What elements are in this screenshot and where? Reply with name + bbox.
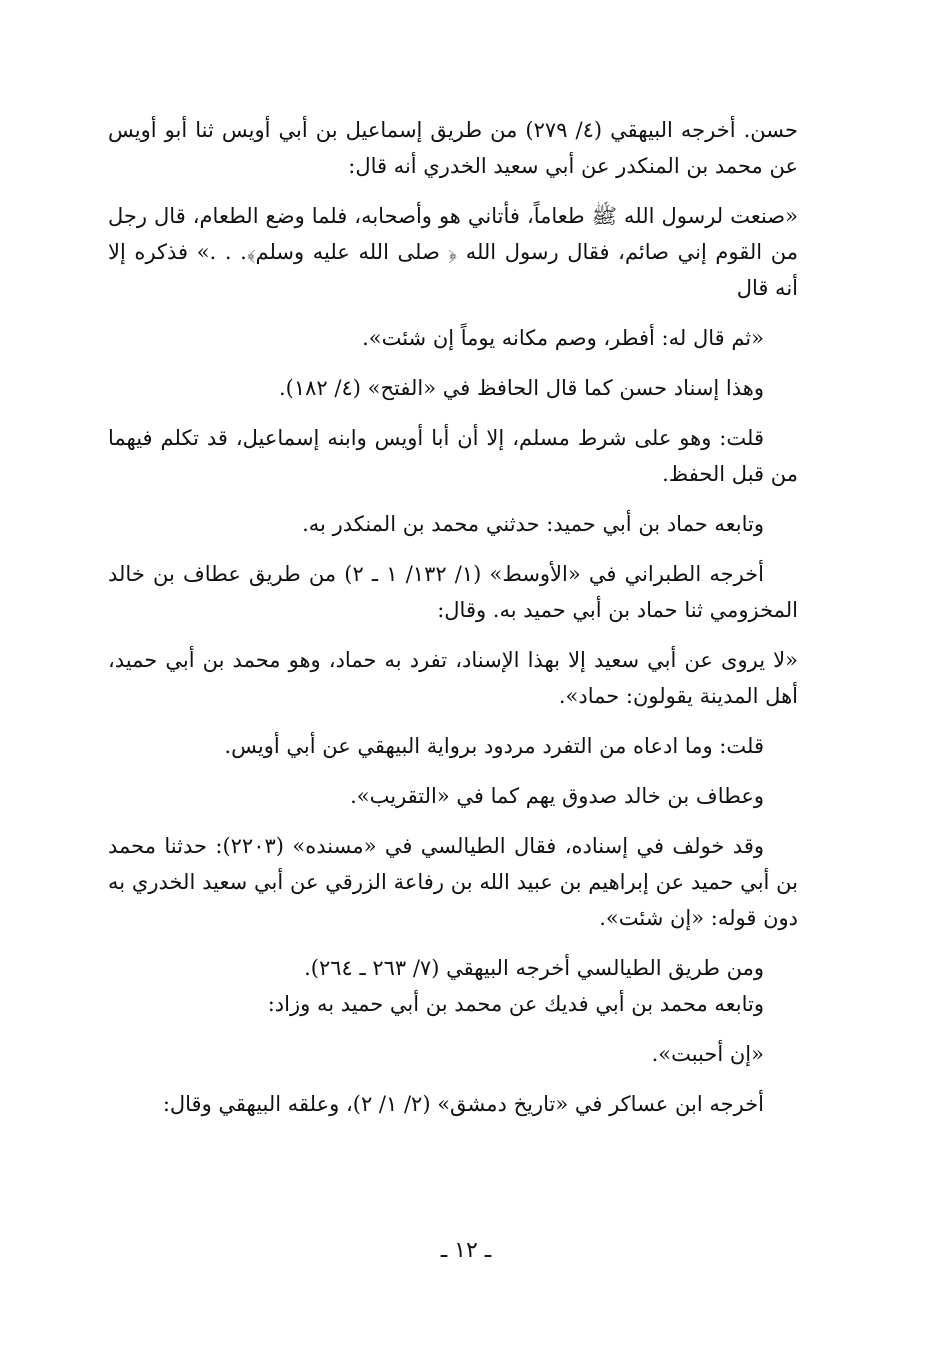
paragraph-hammad-follow: وتابعه حماد بن أبي حميد: حدثني محمد بن المنكدر به. [302,512,764,536]
paragraph-quote-iftar: «ثم قال له: أفطر، وصم مكانه يوماً إن شئت». [362,326,764,350]
page-body [108,112,798,1136]
paragraph-note-tafarrud: قلت: وما ادعاه من التفرد مردود برواية البيهقي عن أبي أويس. [224,734,764,758]
paragraph-tayalisi: وقد خولف في إسناده، فقال الطيالسي في «مسنده» (٢٢٠٣): حدثنا محمد بن أبي حميد عن إبراهيم بن عبيد الله بن رفاعة الزرقي عن أبي سعيد الخدري به دون قوله: «إن شئت». [108,834,798,930]
paragraph-note-muslim: قلت: وهو على شرط مسلم، إلا أن أبا أويس وابنه إسماعيل، قد تكلم فيهما من قبل الحفظ. [108,426,798,486]
paragraph-quote-ahbabt: «إن أحببت». [651,1042,764,1066]
paragraph-hadith-text: «صنعت لرسول الله ﷺ طعاماً، فأتاني هو وأصحابه، فلما وضع الطعام، قال رجل من القوم إني صائم، فقال رسول الله ﴿ صلى الله عليه وسلم﴾. . .» فذكره إلا أنه قال [108,204,798,300]
paragraph-ibn-abi-fudayk: وتابعه محمد بن أبي فديك عن محمد بن أبي حميد به وزاد: [267,992,764,1016]
paragraph-isnad-grade: وهذا إسناد حسن كما قال الحافظ في «الفتح» (٤/ ١٨٢). [278,376,764,400]
paragraph-hadith-source: حسن. أخرجه البيهقي (٤/ ٢٧٩) من طريق إسماعيل بن أبي أويس ثنا أبو أويس عن محمد بن المنكدر عن أبي سعيد الخدري أنه قال: [108,118,798,178]
paragraph-ibn-asakir: أخرجه ابن عساكر في «تاريخ دمشق» (٢/ ١/ ٢)، وعلقه البيهقي وقال: [162,1092,764,1116]
paragraph-tabarani: أخرجه الطبراني في «الأوسط» (١/ ١٣٢/ ١ ـ ٢) من طريق عطاف بن خالد المخزومي ثنا حماد بن أبي حميد به. وقال: [108,562,798,622]
paragraph-tabarani-quote: «لا يروى عن أبي سعيد إلا بهذا الإسناد، تفرد به حماد، وهو محمد بن أبي حميد، أهل المدينة يقولون: حماد». [108,648,798,708]
paragraph-attaf: وعطاف بن خالد صدوق يهم كما في «التقريب». [350,784,764,808]
page-number: ـ ١٢ ـ [440,1238,492,1263]
paragraph-bayhaqi-tayalisi: ومن طريق الطيالسي أخرجه البيهقي (٧/ ٢٦٣ ـ ٢٦٤). [304,956,764,980]
